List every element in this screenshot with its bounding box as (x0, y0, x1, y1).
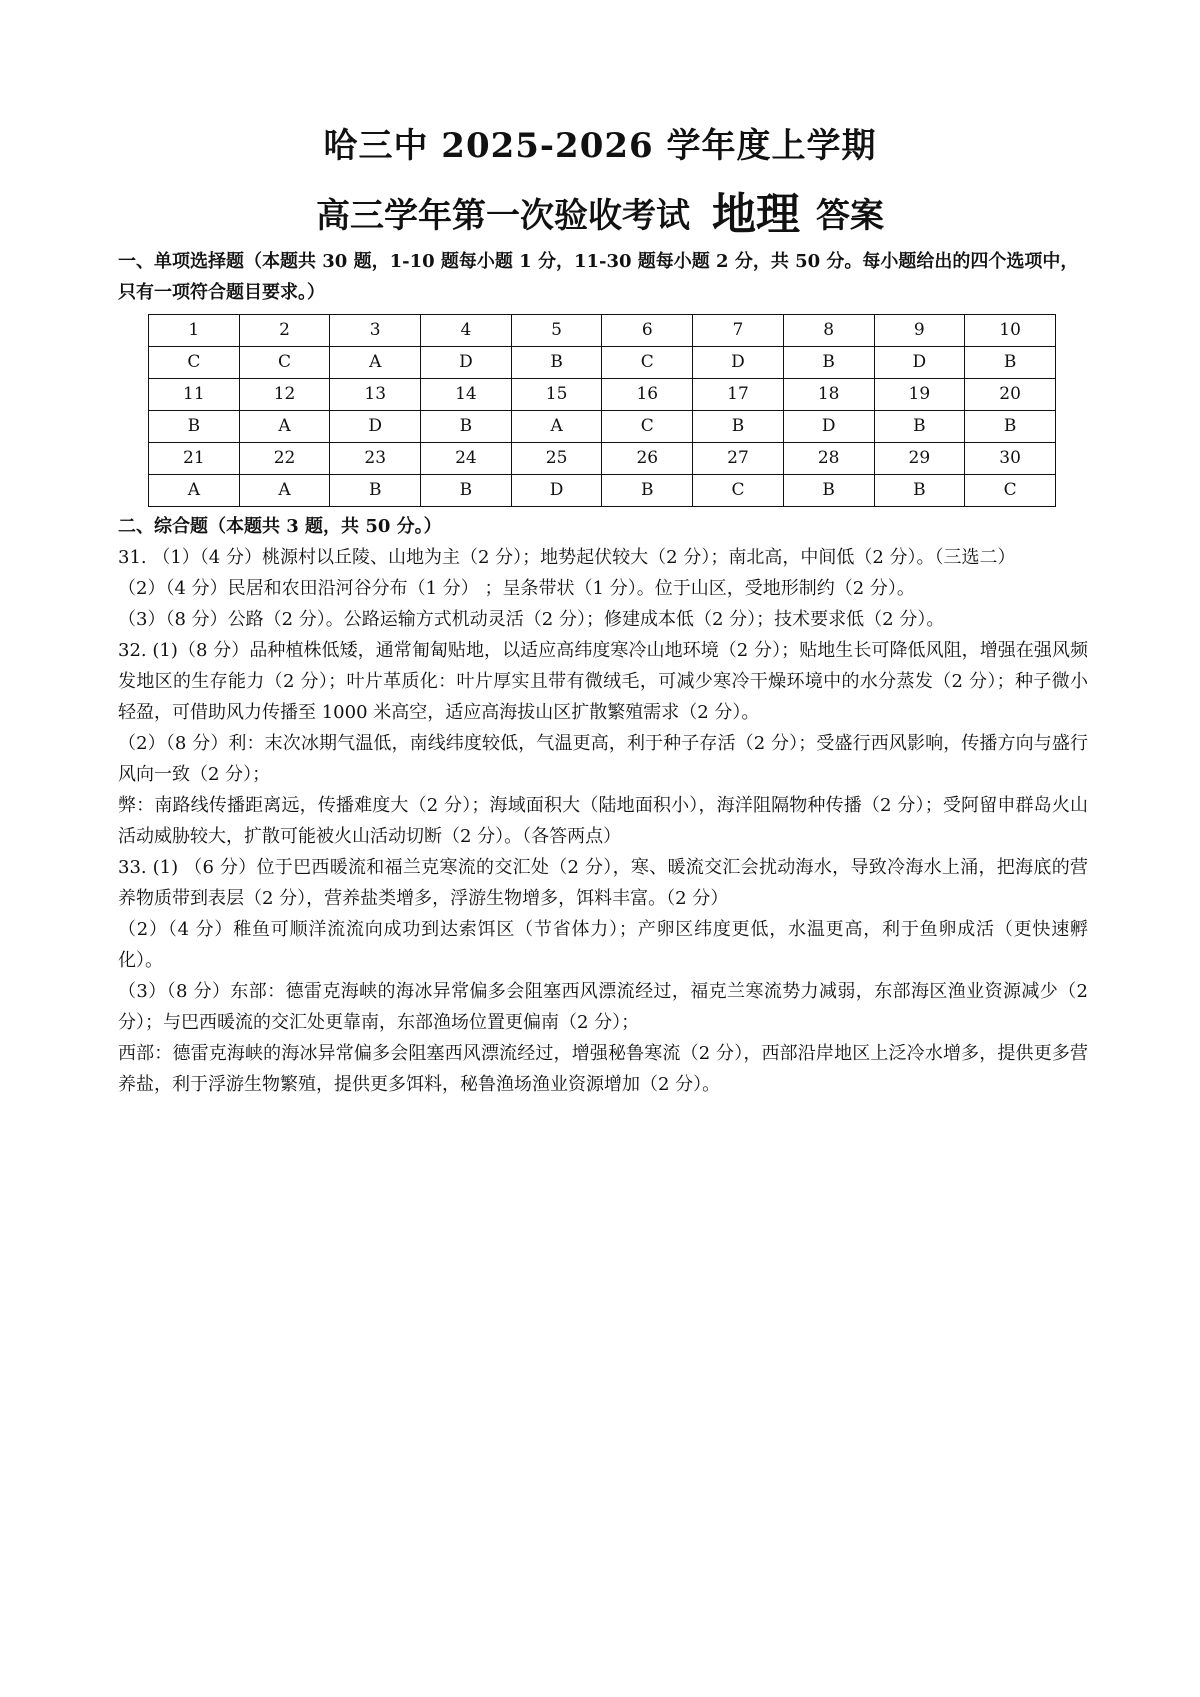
question-number-cell: 11 (149, 379, 240, 411)
answer-cell: C (602, 347, 693, 379)
question-number-cell: 14 (421, 379, 512, 411)
question-number-cell: 21 (149, 443, 240, 475)
answer-cell: B (330, 475, 421, 507)
answer-row (149, 475, 1056, 507)
answer-row (149, 411, 1056, 443)
answer-32-1: 32. (1)（8 分）品种植株低矮，通常匍匐贴地，以适应高纬度寒冷山地环境（2 分）；贴地生长可降低风阻，增强在强风频发地区的生存能力（2 分）；叶片革质化：叶片厚实且带有微绒毛，可减少寒冷干燥环境中的水分蒸发（2 分）；种子微小轻盈，可借助风力传播至 1000 米高空，适应高海拔山区扩散繁殖需求（2 分）。 (118, 640, 1088, 723)
question-number-cell: 8 (783, 315, 874, 347)
question-number-cell: 29 (874, 443, 965, 475)
answer-33-3-west: 西部：德雷克海峡的海冰异常偏多会阻塞西风漂流经过，增强秘鲁寒流（2 分），西部沿岸地区上泛冷水增多，提供更多营养盐，利于浮游生物繁殖，提供更多饵料，秘鲁渔场渔业资源增加（2 分）。 (118, 1043, 1088, 1095)
answer-33-3-east: （3）（8 分）东部：德雷克海峡的海冰异常偏多会阻塞西风漂流经过，福克兰寒流势力减弱，东部海区渔业资源减少（2 分）；与巴西暖流的交汇处更靠南，东部渔场位置更偏南（2 分）； (118, 981, 1088, 1033)
answer-cell: D (421, 347, 512, 379)
question-number-cell: 3 (330, 315, 421, 347)
question-number-cell: 24 (421, 443, 512, 475)
answer-cell: D (693, 347, 784, 379)
answer-cell: A (149, 475, 240, 507)
answer-cell: B (783, 347, 874, 379)
answer-31-3: （3）（8 分）公路（2 分）。公路运输方式机动灵活（2 分）；修建成本低（2 分）；技术要求低（2 分）。 (118, 609, 945, 630)
answer-cell: B (874, 475, 965, 507)
question-number-cell: 27 (693, 443, 784, 475)
question-number-row (149, 443, 1056, 475)
page-title-line1: 哈三中 2025-2026 学年度上学期 (323, 126, 877, 166)
document-body (118, 246, 1088, 1100)
answer-cell: B (602, 475, 693, 507)
question-number-cell: 5 (511, 315, 602, 347)
answer-31-1: 31. （1）（4 分）桃源村以丘陵、山地为主（2 分）；地势起伏较大（2 分）；南北高，中间低（2 分）。（三选二） (118, 547, 1016, 568)
question-number-cell: 30 (965, 443, 1056, 475)
answer-cell: B (421, 475, 512, 507)
question-number-cell: 1 (149, 315, 240, 347)
question-number-cell: 20 (965, 379, 1056, 411)
answer-cell: C (965, 475, 1056, 507)
question-number-cell: 4 (421, 315, 512, 347)
answer-cell: A (511, 411, 602, 443)
section2-answers (118, 542, 1088, 1100)
question-number-cell: 28 (783, 443, 874, 475)
question-number-cell: 17 (693, 379, 784, 411)
answer-cell: D (511, 475, 602, 507)
question-number-cell: 18 (783, 379, 874, 411)
answer-cell: B (965, 411, 1056, 443)
answer-cell: D (783, 411, 874, 443)
answer-cell: B (965, 347, 1056, 379)
question-number-cell: 15 (511, 379, 602, 411)
answer-cell: B (783, 475, 874, 507)
answer-cell: C (149, 347, 240, 379)
answer-key-body (149, 315, 1056, 507)
answer-32-2-pros: （2）（8 分）利：末次冰期气温低，南线纬度较低，气温更高，利于种子存活（2 分）；受盛行西风影响，传播方向与盛行风向一致（2 分）； (118, 733, 1088, 785)
answer-row (149, 347, 1056, 379)
question-number-cell: 9 (874, 315, 965, 347)
question-number-row (149, 315, 1056, 347)
answer-cell: B (421, 411, 512, 443)
title-subject: 地理 (712, 189, 800, 240)
answer-cell: B (693, 411, 784, 443)
title-suffix: 答案 (816, 196, 884, 236)
answer-cell: B (874, 411, 965, 443)
question-number-cell: 2 (239, 315, 330, 347)
question-number-row (149, 379, 1056, 411)
answer-key-table (148, 314, 1056, 507)
answer-33-2: （2）（4 分）稚鱼可顺洋流流向成功到达索饵区（节省体力）；产卵区纬度更低，水温更高，利于鱼卵成活（更快速孵化）。 (118, 919, 1088, 971)
answer-cell: C (602, 411, 693, 443)
title-exam-name: 高三学年第一次验收考试 (316, 196, 690, 236)
question-number-cell: 19 (874, 379, 965, 411)
answer-cell: A (330, 347, 421, 379)
question-number-cell: 13 (330, 379, 421, 411)
answer-cell: D (874, 347, 965, 379)
answer-cell: C (693, 475, 784, 507)
answer-32-2-cons: 弊：南路线传播距离远，传播难度大（2 分）；海域面积大（陆地面积小），海洋阻隔物种传播（2 分）；受阿留申群岛火山活动威胁较大，扩散可能被火山活动切断（2 分）。（各答两点） (118, 795, 1088, 847)
answer-cell: C (239, 347, 330, 379)
answer-cell: B (511, 347, 602, 379)
question-number-cell: 6 (602, 315, 693, 347)
question-number-cell: 16 (602, 379, 693, 411)
question-number-cell: 12 (239, 379, 330, 411)
question-number-cell: 22 (239, 443, 330, 475)
section1-heading: 一、单项选择题（本题共 30 题，1-10 题每小题 1 分，11-30 题每小题 2 分，共 50 分。每小题给出的四个选项中，只有一项符合题目要求。） (118, 251, 1079, 303)
answer-cell: A (239, 475, 330, 507)
answer-33-1: 33. (1) （6 分）位于巴西暖流和福兰克寒流的交汇处（2 分），寒、暖流交汇会扰动海水，导致冷海水上涌，把海底的营养物质带到表层（2 分），营养盐类增多，浮游生物增多，饵料丰富。（2 分） (118, 857, 1088, 909)
question-number-cell: 10 (965, 315, 1056, 347)
question-number-cell: 7 (693, 315, 784, 347)
section2-heading: 二、综合题（本题共 3 题，共 50 分。） (118, 516, 442, 537)
question-number-cell: 23 (330, 443, 421, 475)
answer-31-2: （2）（4 分）民居和农田沿河谷分布（1 分） ；呈条带状（1 分）。位于山区，受地形制约（2 分）。 (118, 578, 915, 599)
question-number-cell: 25 (511, 443, 602, 475)
answer-cell: D (330, 411, 421, 443)
answer-cell: B (149, 411, 240, 443)
question-number-cell: 26 (602, 443, 693, 475)
page-title-line2 (0, 178, 1200, 242)
answer-cell: A (239, 411, 330, 443)
